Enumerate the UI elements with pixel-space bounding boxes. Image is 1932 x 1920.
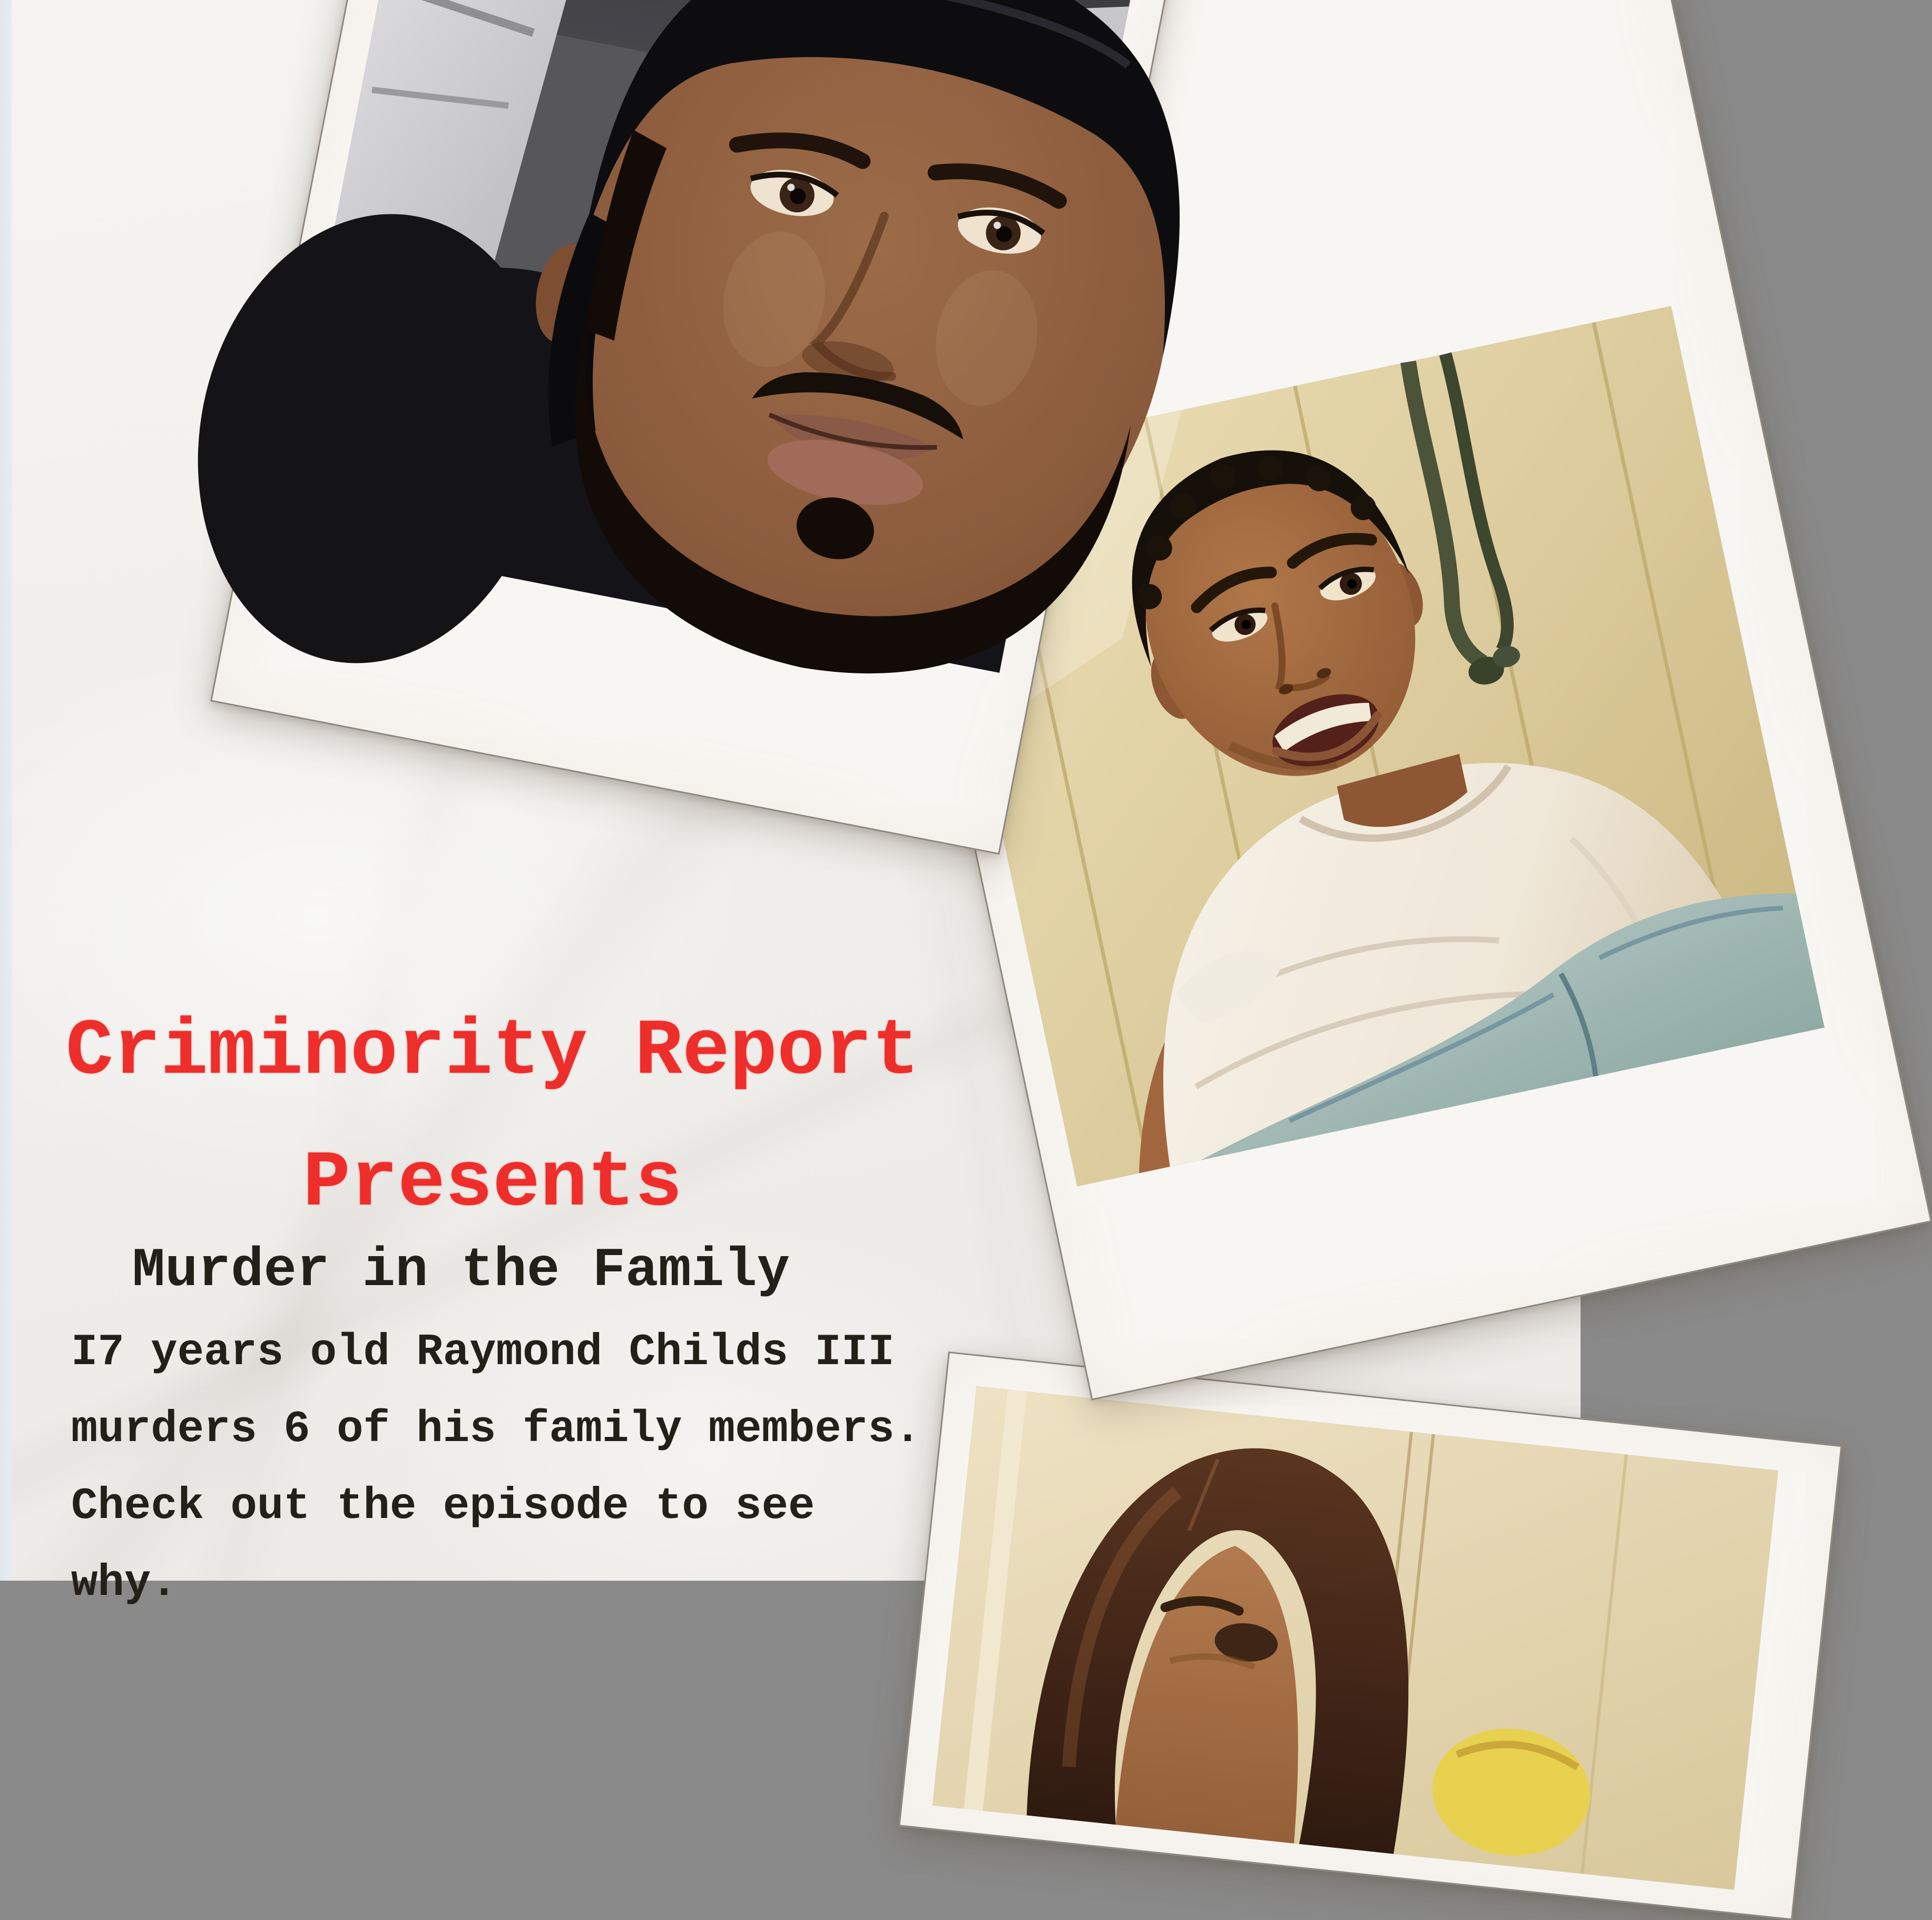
brand-title-line2: Presents <box>302 1139 683 1229</box>
episode-title: Murder in the Family <box>132 1240 790 1302</box>
photo-man-in-car <box>276 0 1201 673</box>
photo-woman-image <box>933 1386 1778 1890</box>
description-line: Check out the episode to see <box>71 1482 815 1532</box>
photo-woman <box>933 1386 1778 1890</box>
brand-title-line1: Criminority Report <box>65 1007 920 1097</box>
photo-man-in-car-image <box>276 0 1201 673</box>
description-line: murders 6 of his family members. <box>71 1405 921 1455</box>
brand-title <box>21 986 964 1250</box>
polaroid-bottom-right <box>898 1351 1842 1920</box>
description-line: I7 years old Raymond Childs III <box>71 1328 895 1378</box>
paper-left-edge <box>0 0 14 1581</box>
episode-description <box>71 1315 967 1622</box>
description-line: why. <box>71 1559 178 1609</box>
